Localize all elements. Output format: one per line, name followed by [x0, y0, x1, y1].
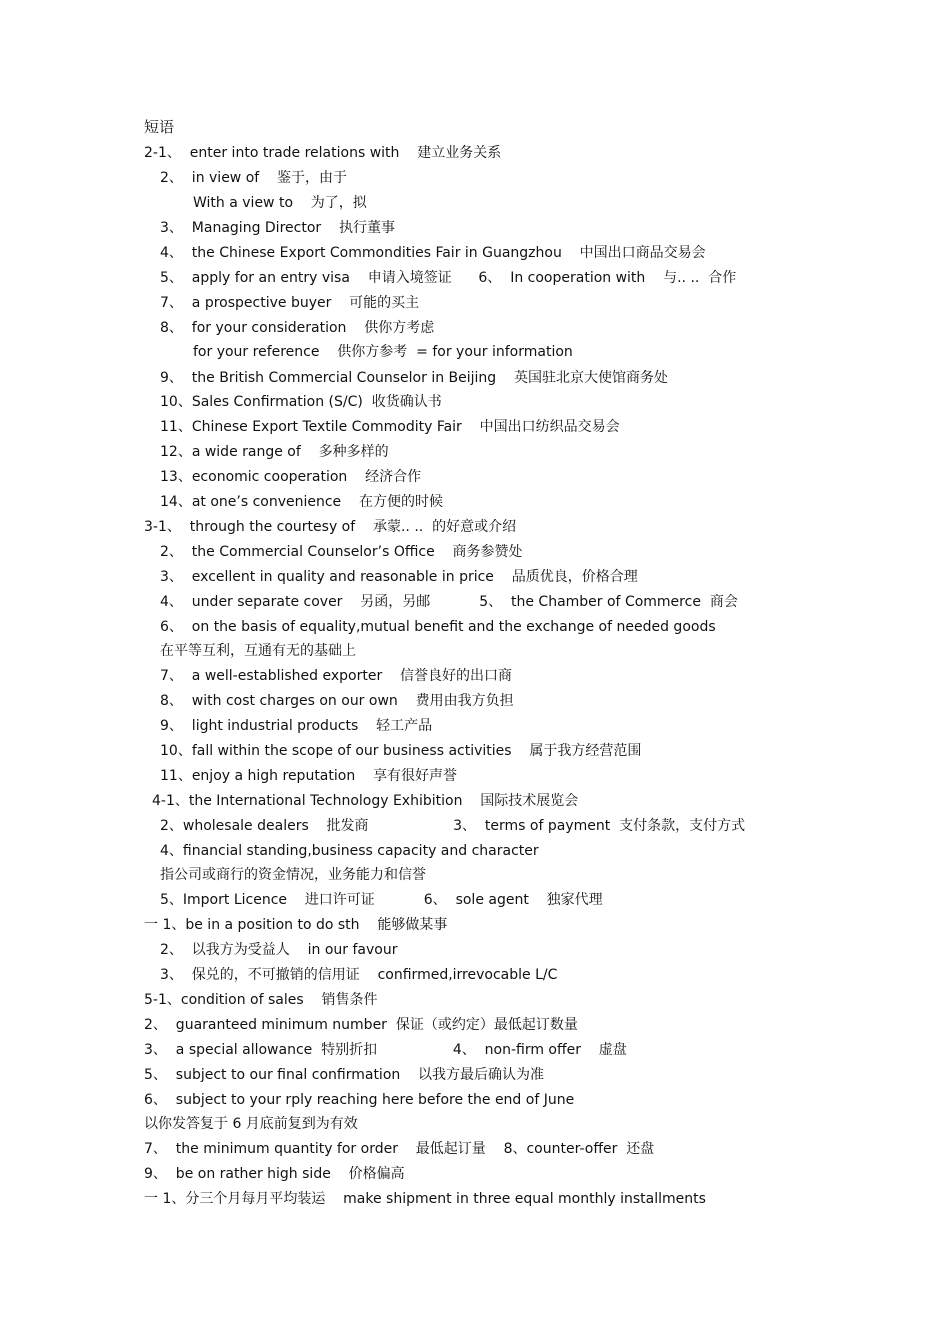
document-heading: 短语 — [144, 118, 175, 136]
phrase-line: 3、 保兑的，不可撤销的信用证 confirmed,irrevocable L/C — [160, 967, 558, 983]
phrase-line: 8、 with cost charges on our own 费用由我方负担 — [160, 693, 514, 709]
phrase-line: 8、 for your consideration 供你方考虑 — [160, 320, 435, 336]
phrase-line: 2、 guaranteed minimum number 保证（或约定）最低起订数量 — [144, 1017, 578, 1033]
phrase-line: With a view to 为了，拟 — [193, 195, 367, 211]
phrase-line: 7、 a prospective buyer 可能的买主 — [160, 295, 420, 311]
phrase-line: for your reference 供你方参考 = for your information — [193, 344, 573, 360]
phrase-line: 2、 the Commercial Counselor’s Office 商务参赞处 — [160, 544, 523, 560]
phrase-line: 5-1、condition of sales 销售条件 — [144, 992, 378, 1008]
phrase-line: 指公司或商行的资金情况，业务能力和信誉 — [160, 867, 426, 883]
phrase-line: 4、financial standing,business capacity and character — [160, 843, 539, 859]
phrase-line: 5、 apply for an entry visa 申请入境签证 6、 In cooperation with 与.. .. 合作 — [160, 270, 737, 286]
phrase-line: 12、a wide range of 多种多样的 — [160, 444, 389, 460]
phrase-line: 2、wholesale dealers 批发商 3、 terms of payment 支付条款，支付方式 — [160, 818, 746, 834]
phrase-line: 6、 on the basis of equality,mutual benefit and the exchange of needed goods — [160, 619, 716, 635]
phrase-line: 2-1、 enter into trade relations with 建立业务关系 — [144, 145, 502, 161]
phrase-line: 14、at one’s convenience 在方便的时候 — [160, 494, 443, 510]
phrase-line: 以你发答复于 6 月底前复到为有效 — [144, 1116, 358, 1132]
phrase-line: 3、 a special allowance 特别折扣 4、 non-firm offer 虚盘 — [144, 1042, 627, 1058]
phrase-line: 5、Import Licence 进口许可证 6、 sole agent 独家代理 — [160, 892, 603, 908]
phrase-line: 一 1、分三个月每月平均装运 make shipment in three equal monthly installments — [144, 1191, 706, 1207]
phrase-line: 4、 the Chinese Export Commondities Fair in Guangzhou 中国出口商品交易会 — [160, 245, 706, 261]
phrase-line: 9、 light industrial products 轻工产品 — [160, 718, 433, 734]
phrase-line: 4、 under separate cover 另函，另邮 5、 the Chamber of Commerce 商会 — [160, 594, 738, 610]
phrase-line: 11、enjoy a high reputation 享有很好声誉 — [160, 768, 458, 784]
phrase-line: 10、Sales Confirmation (S/C) 收货确认书 — [160, 394, 442, 410]
phrase-line: 13、economic cooperation 经济合作 — [160, 469, 422, 485]
phrase-line: 在平等互利，互通有无的基础上 — [160, 643, 356, 659]
phrase-line: 4-1、the International Technology Exhibition 国际技术展览会 — [152, 793, 579, 809]
phrase-line: 11、Chinese Export Textile Commodity Fair 中国出口纺织品交易会 — [160, 419, 620, 435]
phrase-line: 3-1、 through the courtesy of 承蒙.. .. 的好意或介绍 — [144, 519, 517, 535]
phrase-line: 2、 in view of 鉴于，由于 — [160, 170, 348, 186]
phrase-line: 7、 the minimum quantity for order 最低起订量 8、counter-offer 还盘 — [144, 1141, 655, 1157]
phrase-line: 5、 subject to our final confirmation 以我方最后确认为准 — [144, 1067, 545, 1083]
phrase-line: 7、 a well-established exporter 信誉良好的出口商 — [160, 668, 513, 684]
phrase-line: 6、 subject to your rply reaching here before the end of June — [144, 1092, 575, 1108]
phrase-line: 9、 the British Commercial Counselor in Beijing 英国驻北京大使馆商务处 — [160, 370, 668, 386]
phrase-line: 3、 excellent in quality and reasonable in price 品质优良，价格合理 — [160, 569, 638, 585]
phrase-line: 9、 be on rather high side 价格偏高 — [144, 1166, 405, 1182]
phrase-line: 3、 Managing Director 执行董事 — [160, 220, 395, 236]
phrase-line: 一 1、be in a position to do sth 能够做某事 — [144, 917, 448, 933]
phrase-line: 2、 以我方为受益人 in our favour — [160, 942, 398, 958]
phrase-line: 10、fall within the scope of our business activities 属于我方经营范围 — [160, 743, 642, 759]
